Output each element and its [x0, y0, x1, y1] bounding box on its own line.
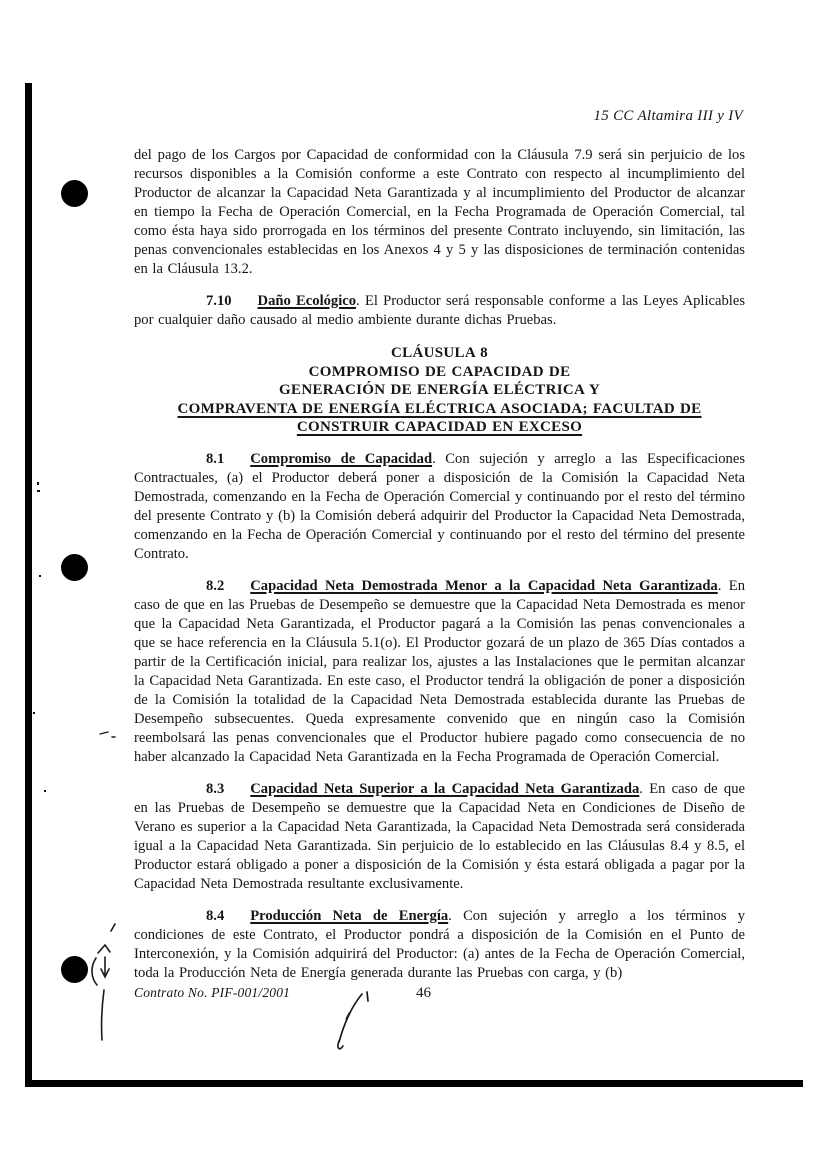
clause-8-heading [134, 344, 745, 437]
clause-heading-underlined: COMPRAVENTA DE ENERGÍA ELÉCTRICA ASOCIADA; FACULTAD DE [177, 400, 702, 417]
section-number: 8.2 [206, 577, 225, 594]
section-text: . El Productor será responsable conforme a las Leyes Aplicables por cualquier daño causado al medio ambiente durante dichas Pruebas. [134, 293, 745, 328]
section-title: Daño Ecológico [257, 293, 357, 309]
clause-heading-line: CLÁUSULA 8 [391, 345, 488, 361]
section-title: Capacidad Neta Superior a la Capacidad Neta Garantizada [250, 780, 640, 797]
section-number: 8.4 [206, 907, 225, 924]
section-8-1 [134, 450, 745, 564]
section-text: . Con sujeción y arreglo a los términos y condiciones de este Contrato, el Productor pondrá a disposición de la Comisión en el Punto de Interconexión, y la Comisión adquirirá del Productor: (a) antes de la Fecha de Operación Comercial, toda la Producción Neta de Energía generada durante las Pruebas con carga, y (b) [134, 907, 746, 981]
scan-speck [33, 712, 35, 714]
clause-heading-line: GENERACIÓN DE ENERGÍA ELÉCTRICA Y [279, 382, 600, 399]
section-number: 7.10 [206, 293, 232, 309]
scan-speck [37, 482, 39, 485]
page-header-reference: 15 CC Altamira III y IV [593, 108, 743, 124]
paragraph-continuation: del pago de los Cargos por Capacidad de conformidad con la Cláusula 7.9 será sin perjuicio de los recursos disponibles a la Comisión conforme a este Contrato con respecto al incumplimiento del Productor de alcanzar la Capacidad Neta Garantizada y al incumplimiento del Productor de alcanzar en tiempo la Fecha de Operación Comercial, en la Fecha Programada de Operación Comercial, tal como ésta haya sido prorrogada en los términos del presente Contrato incluyendo, sin limitación, las penas convencionales establecidas en los Anexos 4 y 5 y las disposiciones de terminación contenidas en la Cláusula 13.2. [134, 147, 745, 277]
clause-heading-line: COMPROMISO DE CAPACIDAD DE [308, 363, 571, 380]
hole-punch-mark [61, 956, 88, 983]
margin-speck [100, 732, 115, 737]
page-frame-bottom-border [25, 1080, 803, 1087]
scan-speck [39, 575, 41, 577]
section-number: 8.3 [206, 780, 225, 797]
clause-heading-line [134, 400, 745, 419]
footer-page-number: 46 [416, 985, 431, 1001]
section-text: . En caso de que en las Pruebas de Desempeño se demuestre que la Capacidad Neta Demostrada es menor que la Capacidad Neta Garantizada, el Productor pagará a la Comisión las penas convencionales a que se hace referencia en la Cláusula 5.1(o). El Productor gozará de un plazo de 365 Días contados a partir de la Certificación inicial, para realizar los, ajustes a las Instalaciones que le permitan alcanzar la Capacidad Neta Garantizada. En este caso, el Productor tendrá la obligación de poner a disposición de la Comisión la totalidad de la Capacidad Neta Demostrada establecida durante las Pruebas de Desempeño subsecuentes. Queda expresamente convenido que en ningún caso la Comisión reembolsará las penas convencionales que el Productor hubiere pagado como consecuencia de no haber alcanzado la Capacidad Neta Garantizada en la Fecha Programada de Operación Comercial. [134, 577, 745, 765]
footer-contract-number: Contrato No. PIF-001/2001 [134, 985, 291, 1000]
section-number: 8.1 [206, 450, 225, 467]
handwritten-arrow-mark [92, 924, 115, 1040]
section-text: . En caso de que en las Pruebas de Desempeño se demuestre que la Capacidad Neta en Condiciones de Diseño de Verano es superior a la Capacidad Neta Garantizada, la Capacidad Neta Demostrada será considerada igual a la Capacidad Neta Garantizada. Sin perjuicio de lo establecido en las Cláusulas 8.4 y 8.5, el Productor estará obligado a poner a disposición de la Comisión y ésta estará obligada a pagar por la Capacidad Neta Demostrada resultante exclusivamente. [134, 780, 745, 892]
handwritten-slash-mark [338, 992, 368, 1049]
scan-speck [37, 490, 40, 492]
hole-punch-mark [61, 180, 88, 207]
clause-heading-underlined: CONSTRUIR CAPACIDAD EN EXCESO [296, 419, 583, 436]
section-8-3 [134, 780, 745, 894]
section-8-4 [134, 907, 745, 983]
section-title: Compromiso de Capacidad [250, 450, 433, 467]
section-8-2 [134, 577, 745, 767]
section-title: Producción Neta de Energía [250, 907, 449, 924]
scan-speck [44, 790, 46, 792]
page-frame-left-border [25, 83, 32, 1087]
document-body [134, 146, 745, 996]
clause-heading-line [134, 418, 745, 437]
section-title: Capacidad Neta Demostrada Menor a la Capacidad Neta Garantizada [250, 577, 718, 594]
hole-punch-mark [61, 554, 88, 581]
section-text: . Con sujeción y arreglo a las Especificaciones Contractuales, (a) el Productor deberá poner a disposición de la Comisión la Capacidad Neta Demostrada, comenzando en la Fecha de Operación Comercial y continuando por el resto del término del presente Contrato y (b) la Comisión deberá adquirir del Productor la Capacidad Neta Demostrada, comenzando en la Fecha de Operación Comercial y continuando por el resto del término del presente Contrato. [134, 450, 745, 562]
section-7-10 [134, 292, 745, 330]
